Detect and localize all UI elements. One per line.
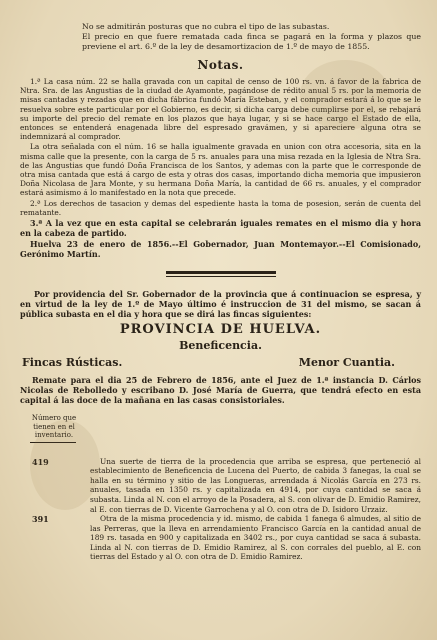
category-row <box>20 356 421 369</box>
decree-paragraph: Por providencia del Sr. Gobernador de la provincia que á continuacion se espresa, y en virtud de la ley de 1.º de Mayo último é instruccion de 31 del mismo, se sacan á pública subasta en el dia y hora que se dirá las fincas siguientes: <box>20 289 421 320</box>
property-description: Otra de la misma procedencia y id. mismo, de cabida 1 fanega 6 almudes, al sitio de las Perreras, que la lleva en arrendamiento Francisco García en la cantidad anual de 189 rs. tasada en 900 y capitalizada en 3402 rs., por cuya cantidad se saca á subasta. Linda al N. con tierras de D. Emidio Ramirez, al S. con corrales del pueblo, al E. con tierras del Estado y al O. con otra de D. Emidio Ramirez. <box>90 514 421 562</box>
intro-section <box>20 22 421 52</box>
intro-line-1: No se admitirán posturas que no cubra el tipo de las subastas. <box>82 22 330 31</box>
inventory-number: 419 <box>32 456 49 467</box>
notes-section <box>20 77 421 259</box>
notes-heading: Notas. <box>197 58 244 72</box>
note-1-continued: La otra señalada con el núm. 16 se halla igualmente gravada en union con otra accesoria, sita en la misma calle que la presente, con la carga de 5 rs. anuales para una misa rezada en la Iglesia de Ntra Sra. de las Angustias que fundó Doña Francisca de los Santos, y ademas con la parte que le corresponde de otra misa cantada que está á cargo de esta y otras dos casas, importando dicha memoria que impusieron Doña Nicolasa de Jara Monte, y su hermana Doña María, la cantidad de 66 rs. anuales, y el comprador estará asimismo á lo manifestado en la nota que precede. <box>20 142 421 198</box>
note-1: 1.ª La casa núm. 22 se halla gravada con un capital de censo de 100 rs. vn. á favor de la fabrica de Ntra. Sra. de las Angustias de la ciudad de Ayamonte, pagándose de rédito anual 5 rs. por la memoria de misas cantadas y rezadas que en dicha fábrica fundó María Esteban, y el comprador estará á lo que se le resuelva sobre este particular por el Gobierno, es decir, si dicha carga debe cumplirse por el, se rebajará su importe del precio del remate en los plazos que haya lugar, y si se hace cargo el Estado de ella, entonces se entenderá enagenada libre del espresado gravámen, y si apareciere alguna otra se indemnizará al comprador. <box>20 77 421 142</box>
list-item <box>20 514 421 562</box>
remate-paragraph: Remate para el dia 25 de Febrero de 1856, ante el Juez de 1.ª instancia D. Cárlos Nicolas de Rebolledo y escribano D. José María de Guerra, que tendrá efecto en esta capital á las doce de la mañana en las casas consistoriales. <box>20 375 421 406</box>
inventory-number: 391 <box>32 514 49 525</box>
note-2: 2.ª Los derechos de tasacion y demas del espediente hasta la toma de posesion, serán de cuenta del rematante. <box>20 198 421 217</box>
numero-column-header: Número que tienen en el inventario. <box>31 414 77 440</box>
property-description: Una suerte de tierra de la procedencia que arriba se espresa, que perteneció al establecimiento de Beneficencia de Lucena del Puerto, de cabida 3 fanegas, la cual se halla en su término y sitio de las Longueras, arrendada á Nicolás García en 273 rs. anuales, tasada en 1350 rs. y capitalizada en 4914, por cuya cantidad se saca á subasta. Linda al N. con el arroyo de la Posadera, al S. con olivar de D. Emidio Ramirez, al E. con tierras de D. Vicente Garrochena y al O. con otra de D. Isidoro Urzaiz. <box>90 456 421 514</box>
section-heading: Beneficencia. <box>179 339 262 353</box>
signature-line: Huelva 23 de enero de 1856.--El Gobernador, Juan Montemayor.--El Comisionado, Gerónimo Martín. <box>20 239 421 260</box>
province-heading: PROVINCIA DE HUELVA. <box>119 322 322 338</box>
cuantia-heading: Menor Cuantia. <box>298 356 395 370</box>
section-divider <box>166 271 276 277</box>
fincas-heading: Fincas Rústicas. <box>22 356 123 370</box>
note-3: 3.ª A la vez que en esta capital se celebrarán iguales remates en el mismo dia y hora en la cabeza de partido. <box>20 218 421 239</box>
list-item <box>20 457 421 515</box>
numero-column-rule <box>30 442 76 443</box>
intro-line-2: El precio en que fuere rematada cada finca se pagará en la forma y plazos que previene el art. 6.º de la ley de desamortizacion de 1.º de mayo de 1855. <box>82 32 421 51</box>
